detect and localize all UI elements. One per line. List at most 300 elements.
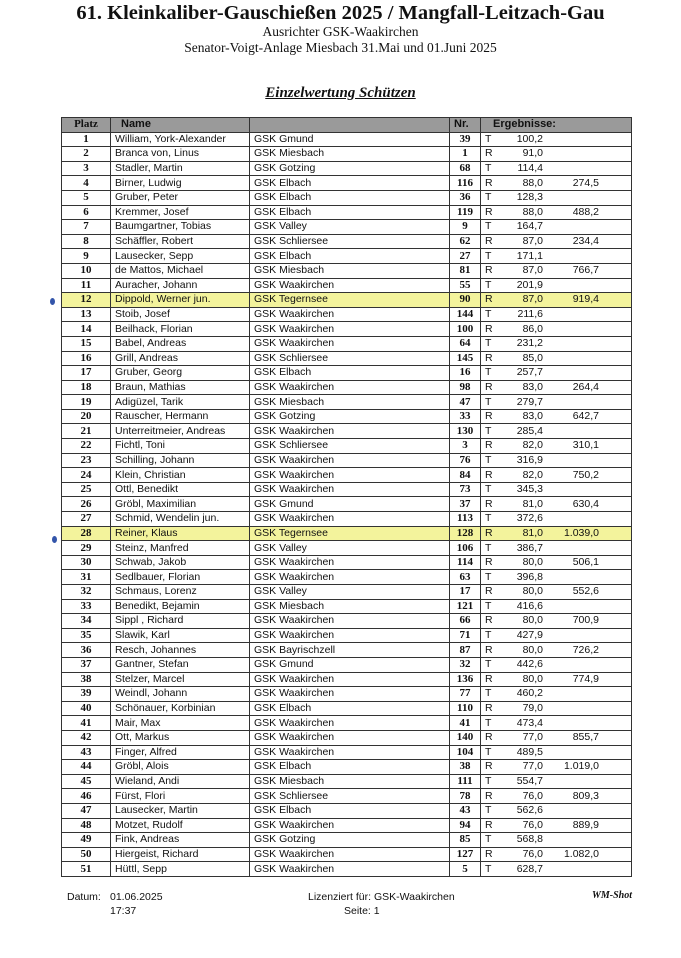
cell-nr: 136 <box>450 672 481 687</box>
result-score: 372,6 <box>516 512 543 525</box>
cell-ergebnis <box>481 628 632 643</box>
cell-name: Gröbl, Alois <box>111 760 250 775</box>
result-discipline: R <box>485 614 493 627</box>
result-discipline: R <box>485 643 493 656</box>
result-total: 774,9 <box>572 672 599 685</box>
result-score: 80,0 <box>522 556 543 569</box>
cell-ergebnis <box>481 468 632 483</box>
cell-platz: 36 <box>62 643 111 658</box>
result-total: 889,9 <box>572 818 599 831</box>
table-row <box>62 409 632 424</box>
cell-platz: 22 <box>62 439 111 454</box>
cell-nr: 39 <box>450 132 481 147</box>
result-total: 552,6 <box>572 585 599 598</box>
result-discipline: T <box>485 278 492 291</box>
cell-platz: 23 <box>62 453 111 468</box>
cell-ergebnis <box>481 249 632 264</box>
cell-nr: 71 <box>450 628 481 643</box>
result-discipline: T <box>485 541 492 554</box>
result-discipline: T <box>485 804 492 817</box>
cell-verein: GSK Valley <box>250 541 450 556</box>
cell-verein: GSK Tegernsee <box>250 293 450 308</box>
table-row <box>62 220 632 235</box>
cell-ergebnis <box>481 336 632 351</box>
result-score: 83,0 <box>522 410 543 423</box>
cell-name: Schilling, Johann <box>111 453 250 468</box>
result-discipline: T <box>485 395 492 408</box>
cell-verein: GSK Waakirchen <box>250 424 450 439</box>
table-row <box>62 249 632 264</box>
cell-verein: GSK Waakirchen <box>250 628 450 643</box>
result-score: 80,0 <box>522 614 543 627</box>
cell-verein: GSK Waakirchen <box>250 468 450 483</box>
result-score: 460,2 <box>516 687 543 700</box>
result-discipline: T <box>485 132 492 145</box>
result-discipline: T <box>485 745 492 758</box>
cell-verein: GSK Schliersee <box>250 234 450 249</box>
result-discipline: R <box>485 760 493 773</box>
cell-verein: GSK Waakirchen <box>250 745 450 760</box>
result-discipline: R <box>485 731 493 744</box>
cell-ergebnis <box>481 774 632 789</box>
result-score: 554,7 <box>516 775 543 788</box>
cell-name: Schmaus, Lorenz <box>111 585 250 600</box>
cell-verein: GSK Waakirchen <box>250 614 450 629</box>
cell-nr: 127 <box>450 847 481 862</box>
venue-line: Senator-Voigt-Anlage Miesbach 31.Mai und 01.Juni 2025 <box>184 40 497 55</box>
cell-ergebnis <box>481 293 632 308</box>
cell-nr: 3 <box>450 439 481 454</box>
cell-ergebnis <box>481 555 632 570</box>
result-total: 506,1 <box>572 556 599 569</box>
cell-nr: 85 <box>450 833 481 848</box>
result-score: 628,7 <box>516 862 543 875</box>
cell-name: Rauscher, Hermann <box>111 409 250 424</box>
cell-ergebnis <box>481 161 632 176</box>
result-discipline: T <box>485 833 492 846</box>
result-score: 86,0 <box>522 322 543 335</box>
cell-verein: GSK Gmund <box>250 497 450 512</box>
result-discipline: T <box>485 424 492 437</box>
cell-nr: 1 <box>450 147 481 162</box>
cell-verein: GSK Gmund <box>250 132 450 147</box>
cell-name: Auracher, Johann <box>111 278 250 293</box>
cell-name: Sedlbauer, Florian <box>111 570 250 585</box>
cell-platz: 30 <box>62 555 111 570</box>
cell-nr: 73 <box>450 482 481 497</box>
table-row <box>62 803 632 818</box>
cell-ergebnis <box>481 278 632 293</box>
cell-name: Gruber, Peter <box>111 190 250 205</box>
cell-ergebnis <box>481 570 632 585</box>
footer-license: Lizenziert für: GSK-Waakirchen <box>308 891 455 903</box>
cell-platz: 16 <box>62 351 111 366</box>
cell-ergebnis <box>481 409 632 424</box>
cell-verein: GSK Waakirchen <box>250 482 450 497</box>
cell-nr: 106 <box>450 541 481 556</box>
cell-platz: 12 <box>62 293 111 308</box>
cell-ergebnis <box>481 512 632 527</box>
result-score: 473,4 <box>516 716 543 729</box>
cell-ergebnis <box>481 234 632 249</box>
result-score: 88,0 <box>522 176 543 189</box>
result-discipline: T <box>485 775 492 788</box>
cell-nr: 114 <box>450 555 481 570</box>
cell-ergebnis <box>481 176 632 191</box>
cell-verein: GSK Gotzing <box>250 161 450 176</box>
cell-name: Mair, Max <box>111 716 250 731</box>
pen-mark-28 <box>52 536 57 543</box>
cell-name: Braun, Mathias <box>111 380 250 395</box>
table-row <box>62 132 632 147</box>
result-score: 81,0 <box>522 526 543 539</box>
cell-verein: GSK Elbach <box>250 190 450 205</box>
cell-nr: 66 <box>450 614 481 629</box>
result-total: 855,7 <box>572 731 599 744</box>
cell-name: Schäffler, Robert <box>111 234 250 249</box>
result-score: 85,0 <box>522 351 543 364</box>
result-discipline: T <box>485 191 492 204</box>
cell-verein: GSK Waakirchen <box>250 687 450 702</box>
cell-verein: GSK Waakirchen <box>250 322 450 337</box>
cell-ergebnis <box>481 147 632 162</box>
cell-platz: 49 <box>62 833 111 848</box>
cell-verein: GSK Elbach <box>250 760 450 775</box>
cell-platz: 4 <box>62 176 111 191</box>
cell-ergebnis <box>481 322 632 337</box>
cell-platz: 34 <box>62 614 111 629</box>
cell-ergebnis <box>481 380 632 395</box>
cell-verein: GSK Waakirchen <box>250 847 450 862</box>
result-discipline: R <box>485 526 493 539</box>
result-score: 489,5 <box>516 745 543 758</box>
result-discipline: R <box>485 147 493 160</box>
cell-verein: GSK Waakirchen <box>250 570 450 585</box>
cell-nr: 43 <box>450 803 481 818</box>
result-discipline: R <box>485 585 493 598</box>
result-discipline: R <box>485 439 493 452</box>
cell-platz: 37 <box>62 657 111 672</box>
cell-verein: GSK Waakirchen <box>250 453 450 468</box>
result-discipline: T <box>485 337 492 350</box>
result-discipline: T <box>485 599 492 612</box>
result-score: 82,0 <box>522 468 543 481</box>
cell-ergebnis <box>481 205 632 220</box>
cell-platz: 8 <box>62 234 111 249</box>
result-score: 562,6 <box>516 804 543 817</box>
cell-platz: 35 <box>62 628 111 643</box>
cell-verein: GSK Gotzing <box>250 833 450 848</box>
result-discipline: R <box>485 322 493 335</box>
cell-name: Reiner, Klaus <box>111 526 250 541</box>
col-header-verein <box>250 118 450 133</box>
cell-platz: 47 <box>62 803 111 818</box>
cell-verein: GSK Gotzing <box>250 409 450 424</box>
cell-nr: 9 <box>450 220 481 235</box>
cell-ergebnis <box>481 220 632 235</box>
cell-verein: GSK Miesbach <box>250 395 450 410</box>
cell-name: Finger, Alfred <box>111 745 250 760</box>
result-discipline: T <box>485 658 492 671</box>
result-total: 264,4 <box>572 380 599 393</box>
cell-name: Branca von, Linus <box>111 147 250 162</box>
result-total: 700,9 <box>572 614 599 627</box>
cell-nr: 100 <box>450 322 481 337</box>
cell-verein: GSK Elbach <box>250 701 450 716</box>
cell-ergebnis <box>481 862 632 877</box>
result-score: 285,4 <box>516 424 543 437</box>
table-row <box>62 307 632 322</box>
result-score: 81,0 <box>522 497 543 510</box>
cell-nr: 144 <box>450 307 481 322</box>
cell-nr: 94 <box>450 818 481 833</box>
cell-nr: 27 <box>450 249 481 264</box>
cell-verein: GSK Waakirchen <box>250 730 450 745</box>
table-row <box>62 439 632 454</box>
result-discipline: R <box>485 351 493 364</box>
cell-nr: 90 <box>450 293 481 308</box>
cell-name: Gruber, Georg <box>111 366 250 381</box>
cell-nr: 98 <box>450 380 481 395</box>
cell-ergebnis <box>481 833 632 848</box>
result-discipline: T <box>485 512 492 525</box>
table-row <box>62 263 632 278</box>
cell-name: Gantner, Stefan <box>111 657 250 672</box>
cell-ergebnis <box>481 482 632 497</box>
cell-nr: 78 <box>450 789 481 804</box>
result-score: 79,0 <box>522 702 543 715</box>
cell-verein: GSK Schliersee <box>250 351 450 366</box>
cell-platz: 50 <box>62 847 111 862</box>
cell-nr: 87 <box>450 643 481 658</box>
result-discipline: T <box>485 570 492 583</box>
cell-verein: GSK Miesbach <box>250 774 450 789</box>
cell-ergebnis <box>481 818 632 833</box>
result-discipline: R <box>485 205 493 218</box>
result-score: 76,0 <box>522 818 543 831</box>
cell-platz: 3 <box>62 161 111 176</box>
cell-platz: 48 <box>62 818 111 833</box>
cell-verein: GSK Waakirchen <box>250 672 450 687</box>
cell-platz: 33 <box>62 599 111 614</box>
cell-platz: 45 <box>62 774 111 789</box>
cell-name: Fichtl, Toni <box>111 439 250 454</box>
cell-name: Steinz, Manfred <box>111 541 250 556</box>
result-score: 345,3 <box>516 483 543 496</box>
cell-name: Hüttl, Sepp <box>111 862 250 877</box>
cell-nr: 110 <box>450 701 481 716</box>
cell-platz: 1 <box>62 132 111 147</box>
cell-verein: GSK Valley <box>250 585 450 600</box>
cell-verein: GSK Miesbach <box>250 263 450 278</box>
result-score: 211,6 <box>517 308 543 321</box>
table-row <box>62 293 632 308</box>
cell-platz: 11 <box>62 278 111 293</box>
table-row <box>62 847 632 862</box>
cell-name: Lausecker, Sepp <box>111 249 250 264</box>
result-total: 630,4 <box>572 497 599 510</box>
cell-platz: 44 <box>62 760 111 775</box>
result-total: 310,1 <box>572 439 599 452</box>
result-score: 76,0 <box>522 847 543 860</box>
ranking-table <box>61 117 632 877</box>
cell-name: Grill, Andreas <box>111 351 250 366</box>
result-discipline: R <box>485 497 493 510</box>
cell-verein: GSK Bayrischzell <box>250 643 450 658</box>
table-row <box>62 234 632 249</box>
cell-platz: 43 <box>62 745 111 760</box>
result-score: 77,0 <box>522 731 543 744</box>
cell-nr: 121 <box>450 599 481 614</box>
cell-ergebnis <box>481 395 632 410</box>
cell-nr: 5 <box>450 862 481 877</box>
cell-ergebnis <box>481 745 632 760</box>
col-header-ergebnisse: Ergebnisse: <box>481 118 632 133</box>
wm-shot-logo: WM-Shot <box>592 890 633 901</box>
footer-date-label: Datum: <box>67 891 101 903</box>
cell-nr: 76 <box>450 453 481 468</box>
result-score: 171,1 <box>516 249 543 262</box>
cell-nr: 111 <box>450 774 481 789</box>
cell-platz: 5 <box>62 190 111 205</box>
cell-ergebnis <box>481 760 632 775</box>
cell-nr: 33 <box>450 409 481 424</box>
cell-name: Gröbl, Maximilian <box>111 497 250 512</box>
col-header-name: Name <box>111 118 250 133</box>
cell-verein: GSK Waakirchen <box>250 380 450 395</box>
cell-nr: 84 <box>450 468 481 483</box>
table-row <box>62 424 632 439</box>
cell-verein: GSK Tegernsee <box>250 526 450 541</box>
result-score: 76,0 <box>522 789 543 802</box>
cell-platz: 20 <box>62 409 111 424</box>
cell-nr: 119 <box>450 205 481 220</box>
table-row <box>62 161 632 176</box>
cell-name: Weindl, Johann <box>111 687 250 702</box>
result-score: 231,2 <box>516 337 543 350</box>
organizer-line: Ausrichter GSK-Waakirchen <box>262 24 419 39</box>
cell-name: Stadler, Martin <box>111 161 250 176</box>
cell-nr: 68 <box>450 161 481 176</box>
result-score: 83,0 <box>522 380 543 393</box>
result-score: 386,7 <box>516 541 543 554</box>
cell-platz: 46 <box>62 789 111 804</box>
cell-ergebnis <box>481 672 632 687</box>
result-score: 316,9 <box>516 453 543 466</box>
table-row <box>62 833 632 848</box>
cell-nr: 55 <box>450 278 481 293</box>
cell-name: Lausecker, Martin <box>111 803 250 818</box>
cell-platz: 28 <box>62 526 111 541</box>
table-row <box>62 730 632 745</box>
cell-name: William, York-Alexander <box>111 132 250 147</box>
cell-name: Slawik, Karl <box>111 628 250 643</box>
result-discipline: T <box>485 366 492 379</box>
result-discipline: T <box>485 249 492 262</box>
table-row <box>62 555 632 570</box>
cell-platz: 10 <box>62 263 111 278</box>
cell-ergebnis <box>481 263 632 278</box>
cell-verein: GSK Elbach <box>250 803 450 818</box>
ranking-subtitle: Einzelwertung Schützen <box>265 85 416 101</box>
cell-ergebnis <box>481 439 632 454</box>
result-discipline: R <box>485 672 493 685</box>
cell-ergebnis <box>481 541 632 556</box>
cell-name: Ott, Markus <box>111 730 250 745</box>
result-score: 416,6 <box>516 599 543 612</box>
table-row <box>62 205 632 220</box>
cell-name: Ottl, Benedikt <box>111 482 250 497</box>
result-total: 1.039,0 <box>563 526 599 539</box>
cell-ergebnis <box>481 657 632 672</box>
cell-platz: 15 <box>62 336 111 351</box>
cell-platz: 42 <box>62 730 111 745</box>
table-row <box>62 657 632 672</box>
table-row <box>62 541 632 556</box>
cell-ergebnis <box>481 366 632 381</box>
result-discipline: R <box>485 235 493 248</box>
cell-platz: 14 <box>62 322 111 337</box>
result-total: 234,4 <box>572 235 599 248</box>
cell-verein: GSK Elbach <box>250 366 450 381</box>
cell-nr: 47 <box>450 395 481 410</box>
result-score: 91,0 <box>522 147 543 160</box>
result-score: 87,0 <box>522 264 543 277</box>
result-discipline: R <box>485 264 493 277</box>
cell-name: Sippl , Richard <box>111 614 250 629</box>
result-total: 919,4 <box>572 293 599 306</box>
table-row <box>62 453 632 468</box>
cell-platz: 27 <box>62 512 111 527</box>
cell-platz: 26 <box>62 497 111 512</box>
cell-verein: GSK Valley <box>250 220 450 235</box>
table-row <box>62 366 632 381</box>
table-row <box>62 774 632 789</box>
table-row <box>62 351 632 366</box>
table-row <box>62 614 632 629</box>
result-discipline: T <box>485 862 492 875</box>
table-row <box>62 468 632 483</box>
cell-ergebnis <box>481 585 632 600</box>
result-total: 1.082,0 <box>563 847 599 860</box>
col-header-platz: Platz <box>62 118 111 133</box>
cell-name: Birner, Ludwig <box>111 176 250 191</box>
cell-nr: 32 <box>450 657 481 672</box>
cell-platz: 29 <box>62 541 111 556</box>
cell-platz: 17 <box>62 366 111 381</box>
cell-ergebnis <box>481 307 632 322</box>
result-score: 77,0 <box>522 760 543 773</box>
cell-nr: 38 <box>450 760 481 775</box>
cell-verein: GSK Miesbach <box>250 599 450 614</box>
cell-nr: 104 <box>450 745 481 760</box>
cell-platz: 38 <box>62 672 111 687</box>
cell-ergebnis <box>481 789 632 804</box>
cell-verein: GSK Schliersee <box>250 439 450 454</box>
cell-name: Wieland, Andi <box>111 774 250 789</box>
result-score: 201,9 <box>516 278 543 291</box>
result-discipline: R <box>485 293 493 306</box>
cell-name: Baumgartner, Tobias <box>111 220 250 235</box>
result-discipline: T <box>485 220 492 233</box>
result-discipline: R <box>485 410 493 423</box>
cell-ergebnis <box>481 847 632 862</box>
cell-nr: 145 <box>450 351 481 366</box>
table-row <box>62 570 632 585</box>
cell-name: Schmid, Wendelin jun. <box>111 512 250 527</box>
cell-platz: 40 <box>62 701 111 716</box>
table-row <box>62 482 632 497</box>
